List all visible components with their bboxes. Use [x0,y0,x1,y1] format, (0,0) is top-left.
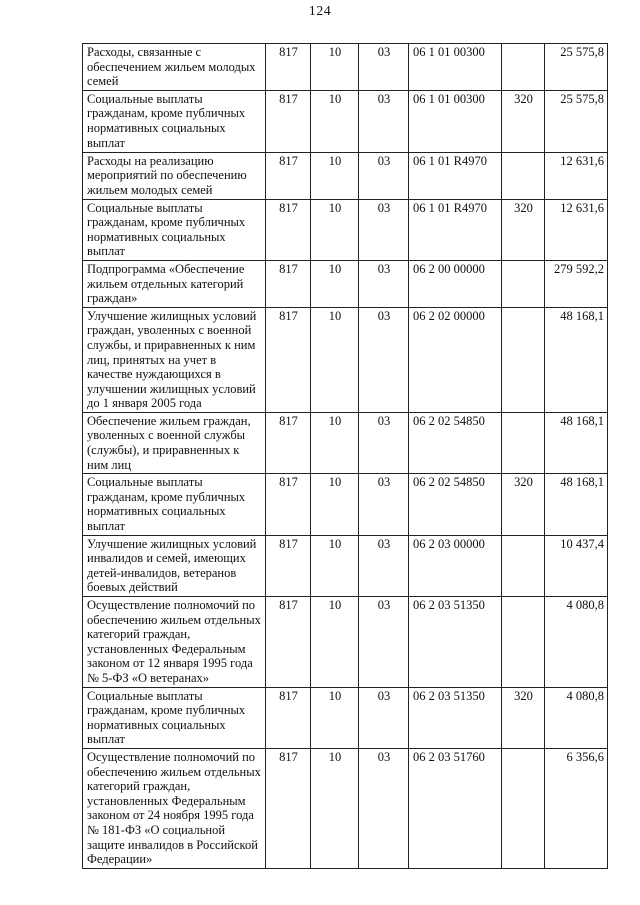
ministry-code: 817 [266,535,311,596]
row-name: Осуществление полномочий по обеспечению жильем отдельных категорий граждан, установленных Федеральным законом от 24 ноября 1995 года № 181-ФЗ «О социальной защите инвалидов в Российской Федерации» [83,748,266,868]
amount: 48 168,1 [545,412,608,473]
table-row [83,260,608,307]
section-code: 10 [311,307,359,412]
target-article: 06 2 02 54850 [409,412,502,473]
target-article: 06 2 03 00000 [409,535,502,596]
subsection-code: 03 [359,535,409,596]
table-row [83,90,608,152]
section-code: 10 [311,535,359,596]
expense-type [502,44,545,91]
subsection-code: 03 [359,748,409,868]
expense-type: 320 [502,199,545,260]
subsection-code: 03 [359,260,409,307]
section-code: 10 [311,90,359,152]
expense-type [502,412,545,473]
ministry-code: 817 [266,44,311,91]
table-row [83,199,608,260]
expense-type [502,152,545,199]
subsection-code: 03 [359,199,409,260]
expense-type [502,748,545,868]
section-code: 10 [311,687,359,748]
amount: 25 575,8 [545,90,608,152]
row-name: Расходы, связанные с обеспечением жильем молодых семей [83,44,266,91]
amount: 279 592,2 [545,260,608,307]
ministry-code: 817 [266,260,311,307]
section-code: 10 [311,474,359,535]
section-code: 10 [311,748,359,868]
target-article: 06 2 02 54850 [409,474,502,535]
expense-type [502,260,545,307]
expense-type: 320 [502,90,545,152]
row-name: Обеспечение жильем граждан, уволенных с военной службы (службы), и приравненных к ним лиц [83,412,266,473]
target-article: 06 1 01 R4970 [409,199,502,260]
ministry-code: 817 [266,748,311,868]
subsection-code: 03 [359,687,409,748]
row-name: Осуществление полномочий по обеспечению жильем отдельных категорий граждан, установленных Федеральным законом от 12 января 1995 года № 5-ФЗ «О ветеранах» [83,597,266,688]
section-code: 10 [311,199,359,260]
table-row [83,748,608,868]
ministry-code: 817 [266,597,311,688]
expense-type [502,597,545,688]
subsection-code: 03 [359,90,409,152]
subsection-code: 03 [359,474,409,535]
target-article: 06 1 01 00300 [409,90,502,152]
section-code: 10 [311,44,359,91]
target-article: 06 2 03 51350 [409,597,502,688]
ministry-code: 817 [266,152,311,199]
row-name: Социальные выплаты гражданам, кроме публичных нормативных социальных выплат [83,199,266,260]
budget-table [82,43,608,869]
target-article: 06 2 02 00000 [409,307,502,412]
subsection-code: 03 [359,152,409,199]
row-name: Подпрограмма «Обеспечение жильем отдельных категорий граждан» [83,260,266,307]
expense-type: 320 [502,474,545,535]
row-name: Улучшение жилищных условий граждан, уволенных с военной службы, и приравненных к ним лиц, принятых на учет в качестве нуждающихся в улучшении жилищных условий до 1 января 2005 года [83,307,266,412]
table-row [83,44,608,91]
table-body [83,44,608,869]
row-name: Социальные выплаты гражданам, кроме публичных нормативных социальных выплат [83,474,266,535]
amount: 6 356,6 [545,748,608,868]
expense-type [502,535,545,596]
subsection-code: 03 [359,307,409,412]
ministry-code: 817 [266,474,311,535]
amount: 4 080,8 [545,597,608,688]
target-article: 06 2 03 51760 [409,748,502,868]
subsection-code: 03 [359,44,409,91]
table-row [83,687,608,748]
table-row [83,152,608,199]
amount: 4 080,8 [545,687,608,748]
page-number: 124 [308,4,332,19]
amount: 10 437,4 [545,535,608,596]
amount: 48 168,1 [545,307,608,412]
ministry-code: 817 [266,687,311,748]
ministry-code: 817 [266,412,311,473]
subsection-code: 03 [359,597,409,688]
section-code: 10 [311,152,359,199]
ministry-code: 817 [266,307,311,412]
ministry-code: 817 [266,199,311,260]
target-article: 06 1 01 00300 [409,44,502,91]
table-row [83,535,608,596]
ministry-code: 817 [266,90,311,152]
amount: 48 168,1 [545,474,608,535]
amount: 12 631,6 [545,152,608,199]
target-article: 06 1 01 R4970 [409,152,502,199]
row-name: Социальные выплаты гражданам, кроме публичных нормативных социальных выплат [83,687,266,748]
table-row [83,307,608,412]
expense-type: 320 [502,687,545,748]
amount: 25 575,8 [545,44,608,91]
table-row [83,474,608,535]
section-code: 10 [311,597,359,688]
row-name: Социальные выплаты гражданам, кроме публичных нормативных социальных выплат [83,90,266,152]
row-name: Расходы на реализацию мероприятий по обеспечению жильем молодых семей [83,152,266,199]
section-code: 10 [311,412,359,473]
target-article: 06 2 00 00000 [409,260,502,307]
section-code: 10 [311,260,359,307]
amount: 12 631,6 [545,199,608,260]
row-name: Улучшение жилищных условий инвалидов и семей, имеющих детей-инвалидов, ветеранов боевых действий [83,535,266,596]
table-row [83,597,608,688]
target-article: 06 2 03 51350 [409,687,502,748]
subsection-code: 03 [359,412,409,473]
table-row [83,412,608,473]
expense-type [502,307,545,412]
